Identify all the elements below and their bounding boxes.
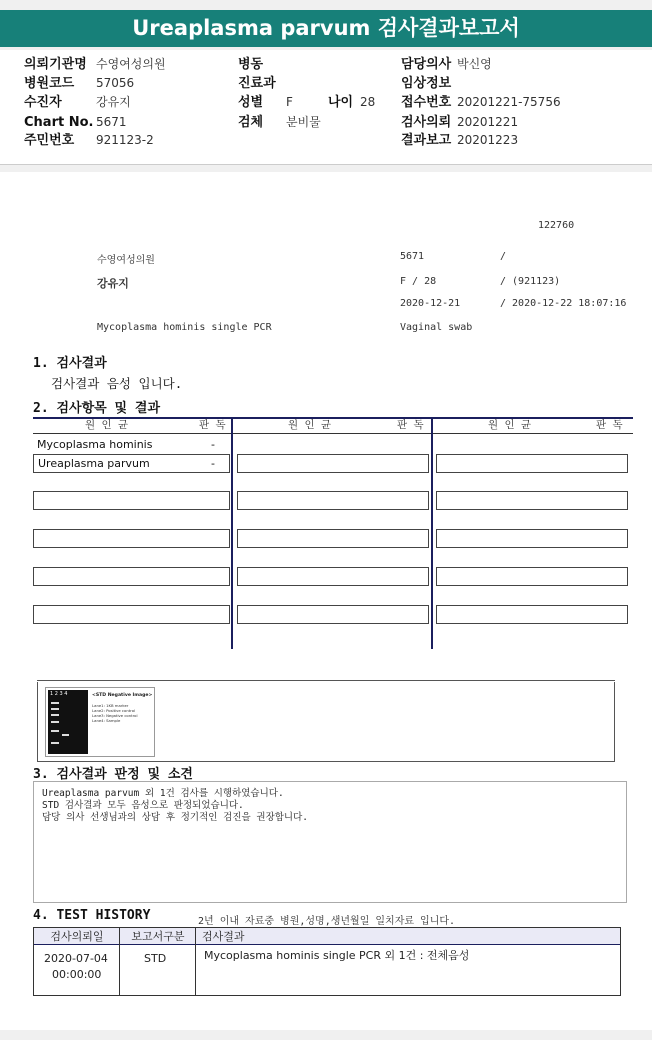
history-result: Mycoplasma hominis single PCR 외 1건 : 전체음성 (204, 949, 470, 962)
doctor-value: 박신영 (457, 57, 492, 71)
report-chart: 5671 (400, 251, 425, 262)
result-cell (237, 567, 429, 586)
opinion-box (33, 781, 627, 903)
report-title: Ureaplasma parvum 검사결과보고서 (0, 10, 652, 47)
results-grid (33, 417, 633, 649)
info-row-4 (0, 113, 652, 132)
report-patient: 강유지 (97, 277, 129, 290)
id-label: 주민번호 (24, 133, 75, 148)
info-row-1 (0, 55, 652, 74)
age-value: 28 (360, 95, 376, 109)
grid-divider-1 (231, 417, 233, 649)
specimen-label: 검체 (238, 115, 264, 130)
hospital-code-value: 57056 (96, 76, 135, 90)
sex-label: 성별 (238, 95, 264, 110)
gel-band (51, 702, 59, 704)
ward-label: 병동 (238, 57, 264, 72)
result-cell (33, 605, 230, 624)
report-page (0, 172, 652, 1030)
col-header-judgement-1: 판 독 (199, 419, 226, 431)
report-test-name: Mycoplasma hominis single PCR (97, 322, 272, 333)
gel-legend-item: Lane2: Positive control (92, 708, 136, 713)
col-header-pathogen-1: 원 인 균 (85, 419, 129, 431)
receipt-label: 접수번호 (401, 95, 452, 110)
result-cell (33, 491, 230, 510)
gel-band (51, 708, 59, 710)
request-value: 20201221 (457, 115, 519, 129)
section-2-title: 2. 검사항목 및 결과 (33, 401, 161, 416)
gel-band (62, 734, 69, 736)
opinion-line: 담당 의사 선생님과의 상담 후 정기적인 검진을 권장합니다. (42, 812, 309, 823)
gel-title: <STD Negative Image> (92, 693, 153, 698)
gel-band (51, 714, 59, 716)
report-birth: / (921123) (500, 276, 561, 287)
doctor-label: 담당의사 (401, 57, 452, 72)
section-1-title: 1. 검사결과 (33, 356, 107, 371)
result-value: - (211, 438, 215, 451)
grid-header-line (33, 433, 633, 434)
result-name: Mycoplasma hominis (37, 438, 153, 451)
report-sex-age: F / 28 (400, 276, 437, 287)
report-value: 20201223 (457, 133, 519, 147)
result-cell (237, 454, 429, 473)
report-specimen: Vaginal swab (400, 322, 473, 333)
report-date-report: / 2020-12-22 18:07:16 (500, 298, 627, 309)
clinical-label: 임상정보 (401, 76, 452, 91)
report-date-request: 2020-12-21 (400, 298, 461, 309)
gel-band (51, 742, 59, 744)
patient-info-panel (0, 50, 652, 165)
result-cell (33, 567, 230, 586)
gel-lanes-image (48, 690, 88, 754)
age-label: 나이 (328, 95, 354, 110)
result-cell (33, 529, 230, 548)
section-4-title: 4. TEST HISTORY (33, 908, 151, 923)
history-date: 2020-07-04 (44, 952, 108, 965)
request-label: 검사의뢰 (401, 115, 452, 130)
report-institution: 수영여성의원 (97, 255, 155, 266)
chart-label: Chart No. (24, 115, 94, 130)
report-code: 122760 (538, 220, 575, 231)
patient-value: 강유지 (96, 95, 131, 109)
section-1-text: 검사결과 음성 입니다. (51, 376, 183, 391)
sex-value: F (286, 95, 293, 109)
specimen-value: 분비물 (286, 115, 321, 129)
gel-image (45, 687, 155, 757)
info-row-5 (0, 131, 652, 150)
col-header-pathogen-2: 원 인 균 (288, 419, 332, 431)
section-3-title: 3. 검사결과 판정 및 소견 (33, 767, 193, 782)
gel-legend-item: Lane1: 1KB marker (92, 703, 129, 708)
result-name: Ureaplasma parvum (38, 457, 150, 470)
col-header-judgement-3: 판 독 (596, 419, 623, 431)
gel-legend-item: Lane3: Negative control (92, 713, 138, 718)
history-header-type: 보고서구분 (131, 930, 185, 943)
grid-divider-2 (431, 417, 433, 649)
info-row-2 (0, 74, 652, 93)
patient-label: 수진자 (24, 95, 62, 110)
result-cell (436, 567, 628, 586)
report-label: 결과보고 (401, 133, 452, 148)
result-cell (436, 605, 628, 624)
opinion-line: STD 검사결과 모두 음성으로 판정되었습니다. (42, 800, 244, 811)
dept-label: 진료과 (238, 76, 276, 91)
info-row-3 (0, 93, 652, 112)
history-table (33, 927, 621, 996)
gel-frame-top (37, 680, 615, 681)
history-header-result: 검사결과 (202, 930, 245, 943)
result-cell (237, 529, 429, 548)
opinion-line: Ureaplasma parvum 외 1건 검사를 시행하였습니다. (42, 788, 284, 799)
history-header-date: 검사의뢰일 (50, 930, 104, 943)
institution-label: 의뢰기관명 (24, 57, 87, 72)
result-cell (237, 605, 429, 624)
result-cell (436, 454, 628, 473)
gel-lane-numbers: 1 2 3 4 (50, 691, 68, 697)
result-cell (237, 491, 429, 510)
chart-value: 5671 (96, 115, 127, 129)
institution-value: 수영여성의원 (96, 57, 166, 71)
gel-image-frame (37, 682, 615, 762)
gel-band (51, 721, 59, 723)
gel-band (51, 730, 59, 732)
report-slash: / (500, 251, 507, 262)
result-cell (436, 529, 628, 548)
receipt-value: 20201221-75756 (457, 95, 561, 109)
col-header-pathogen-3: 원 인 균 (488, 419, 532, 431)
result-cell (436, 491, 628, 510)
gel-legend-item: Lane4: Sample (92, 718, 121, 723)
col-header-judgement-2: 판 독 (397, 419, 424, 431)
history-note: 2년 이내 자료중 병원,성명,생년월일 일치자료 입니다. (198, 916, 456, 927)
hospital-code-label: 병원코드 (24, 76, 75, 91)
history-type: STD (144, 952, 167, 965)
result-value: - (211, 457, 215, 470)
history-time: 00:00:00 (52, 968, 102, 981)
id-value: 921123-2 (96, 133, 154, 147)
